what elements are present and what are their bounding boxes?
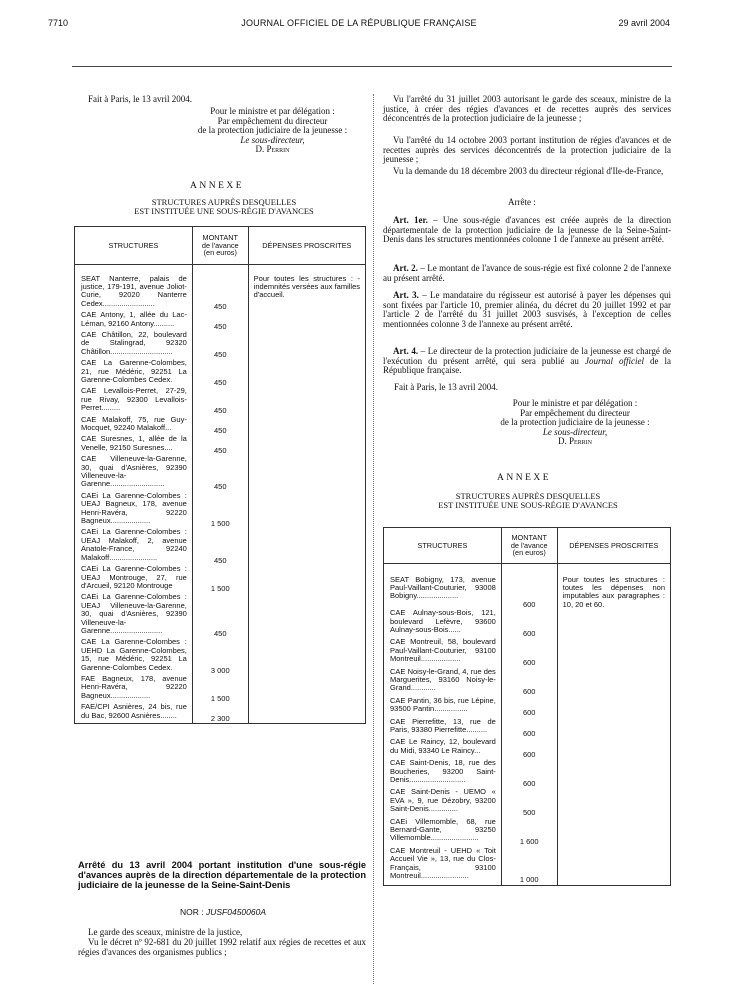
right-vu-2: Vu l'arrêté du 14 octobre 2003 portant institution de régies d'avances et de recettes auprès des services déconcentrés de la protection judiciaire de la jeunesse ; [383, 135, 671, 164]
table-row [75, 638, 366, 675]
right-annex-sub-2: EST INSTITUÉE UNE SOUS-RÉGIE D'AVANCES [438, 500, 618, 510]
header-rule [72, 66, 672, 67]
article-2-text: – Le montant de l'avance de sous-régie est fixé colonne 2 de l'annexe au présent arrêté. [383, 263, 671, 283]
excluded-expenses-cell [557, 609, 670, 638]
structure-cell: FAE Bagneux, 178, avenue Henri-Ravéra, 92220 Bagneux................... [75, 675, 193, 703]
excluded-expenses-cell [248, 311, 365, 331]
structure-cell: CAEi La Garenne-Colombes : UEAJ Villeneuve-la-Garenne, 30, quai d'Asnières, 92390 Villeneuve-la-Garenne......................... [75, 593, 193, 638]
article-2 [383, 264, 671, 283]
left-fait: Fait à Paris, le 13 avril 2004. [88, 94, 192, 104]
left-annex-subtitle [90, 198, 358, 216]
sig-line-3: de la protection judiciaire de la jeunesse : [197, 125, 348, 135]
structure-cell: CAE Malakoff, 75, rue Guy-Mocquet, 92240 Malakoff... [75, 416, 193, 436]
table-row [75, 275, 366, 312]
article-4-text-c: de la République française. [383, 355, 671, 375]
article-3-text: – Le mandataire du régisseur est autorisé à payer les dépenses qui sont fixées par l'article 10, premier alinéa, du décret du 20 juillet 1992 et par l'article 2 de l'arrêté du 31 juillet 2003 susvisés, à l'exception de celles mentionnées colonne 3 de l'annexe au présent arrêté. [383, 290, 671, 329]
excluded-expenses-cell [557, 759, 670, 788]
table-row [384, 668, 671, 697]
amount-cell: 1 500 [192, 565, 248, 593]
right-signature [475, 399, 675, 447]
table-row [75, 675, 366, 703]
excluded-expenses-cell [248, 638, 365, 675]
excluded-expenses-cell [248, 492, 365, 529]
excluded-expenses-cell [557, 668, 670, 697]
th-montant-3: (en euros) [203, 248, 237, 258]
th-montant [192, 227, 248, 265]
structure-cell: CAE Levallois-Perret, 27-29, rue Rivay, 92300 Levallois-Perret......... [75, 387, 193, 415]
right-annex-subtitle [393, 492, 663, 510]
sig-line-2: Par empêchement du directeur [217, 115, 328, 126]
nor-label: NOR : [180, 907, 204, 917]
page-header [48, 18, 670, 32]
table-row [75, 331, 366, 359]
structure-cell: CAE Pierrefitte, 13, rue de Paris, 93380 Pierrefitte.......... [384, 718, 502, 739]
amount-cell: 450 [192, 331, 248, 359]
amount-cell: 2 300 [192, 703, 248, 723]
page-number: 7710 [48, 18, 69, 28]
sig-line-1: Pour le ministre et par délégation : [210, 106, 335, 116]
article-4-text-a: – Le directeur de la protection judiciaire de la jeunesse est chargé de l'exécution du présent arrêté, qui sera publié au [383, 346, 671, 366]
structure-cell: SEAT Nanterre, palais de justice, 179-191, avenue Joliot-Curie, 92020 Nanterre Cedex......................... [75, 275, 193, 312]
structure-cell: CAEi La Garenne-Colombes : UEAJ Malakoff, 2, avenue Anatole-France, 92240 Malakoff....................... [75, 528, 193, 565]
excluded-expenses-cell [557, 738, 670, 759]
structure-cell: CAE La Garenne-Colombes, 21, rue Médéric, 92251 La Garenne-Colombes Cedex. [75, 359, 193, 387]
right-vu-3: Vu la demande du 18 décembre 2003 du directeur régional d'Ile-de-France, [393, 166, 664, 176]
th-montant-2: de l'avance [201, 240, 239, 250]
amount-cell: 450 [192, 359, 248, 387]
th-montant-r-2: de l'avance [510, 540, 548, 550]
structure-cell: CAE La Garenne-Colombes : UEHD La Garenne-Colombes, 15, rue Médéric, 92251 La Garenne-Colombes Cedex. [75, 638, 193, 675]
th-montant-r-1: MONTANT [511, 533, 547, 543]
left-signature [180, 107, 365, 155]
table-row [75, 492, 366, 529]
right-arrete: Arrête : [508, 197, 536, 207]
table-row [384, 609, 671, 638]
excluded-expenses-cell [248, 387, 365, 415]
right-annex-title: ANNEXE [497, 473, 552, 483]
r-sig-line-5: D. Perrin [557, 436, 592, 446]
amount-cell: 600 [501, 759, 557, 788]
issue-date: 29 avril 2004 [618, 18, 670, 28]
th-montant-r-3: (en euros) [512, 548, 546, 558]
excluded-expenses-cell [248, 703, 365, 723]
structure-cell: CAE Pantin, 36 bis, rue Lépine, 93500 Pantin................ [384, 697, 502, 718]
left-para-1: Le garde des sceaux, ministre de la justice, [88, 927, 243, 937]
article-3-label: Art. 3. [393, 290, 419, 300]
structure-cell: CAE Saint-Denis, 18, rue des Boucheries, 93200 Saint-Denis........................... [384, 759, 502, 788]
table-row [384, 738, 671, 759]
excluded-expenses-cell [248, 435, 365, 455]
nor-reference [180, 907, 266, 917]
excluded-expenses-cell: Pour toutes les structures : toutes les dépenses non imputables aux paragraphes : 10, 20 et 60. [557, 576, 670, 610]
th-structures-r: STRUCTURES [384, 528, 502, 564]
amount-cell: 450 [192, 311, 248, 331]
excluded-expenses-cell [557, 847, 670, 885]
article-1-label: Art. 1er. [393, 215, 428, 225]
excluded-expenses-cell [557, 818, 670, 847]
amount-cell: 600 [501, 668, 557, 697]
sig-line-5: D. Perrin [255, 144, 290, 154]
structure-cell: CAEi Villemomble, 68, rue Bernard-Gante, 93250 Villemomble....................... [384, 818, 502, 847]
amount-cell: 1 600 [501, 818, 557, 847]
amount-cell: 450 [192, 455, 248, 492]
amount-cell: 1 500 [192, 675, 248, 703]
excluded-expenses-cell [557, 638, 670, 667]
excluded-expenses-cell [557, 718, 670, 739]
structure-cell: CAE Châtillon, 22, boulevard de Stalingrad, 92320 Châtillon.............................. [75, 331, 193, 359]
journal-title: JOURNAL OFFICIEL DE LA RÉPUBLIQUE FRANÇAISE [241, 18, 477, 28]
article-4-label: Art. 4. [393, 346, 419, 356]
table-row [75, 435, 366, 455]
structure-cell: CAE Villeneuve-la-Garenne, 30, quai d'Asnières, 92390 Villeneuve-la-Garenne.......................... [75, 455, 193, 492]
article-1-text: – Une sous-régie d'avances est créée auprès de la direction départementale de la protection judiciaire de la jeunesse de la Seine-Saint-Denis dans les structures mentionnées colonne 1 de l'annexe au présent arrêté. [383, 215, 672, 244]
amount-cell: 600 [501, 638, 557, 667]
amount-cell: 450 [192, 275, 248, 312]
nor-value: JUSF0450060A [206, 907, 267, 917]
table-row [384, 638, 671, 667]
left-annex-title: ANNEXE [190, 181, 245, 191]
right-vu-1: Vu l'arrêté du 31 juillet 2003 autorisant le garde des sceaux, ministre de la justice, à créer des régies d'avances et de recettes auprès des services déconcentrés de la protection judiciaire de la jeunesse ; [383, 94, 671, 123]
article-4-text-b: Journal officiel [584, 355, 644, 366]
structure-cell: CAEi La Garenne-Colombes : UEAJ Bagneux, 178, avenue Henri-Ravéra, 92220 Bagneux................... [75, 492, 193, 529]
excluded-expenses-cell [248, 359, 365, 387]
excluded-expenses-cell [248, 593, 365, 638]
amount-cell: 1 000 [501, 847, 557, 885]
column-divider [373, 94, 374, 984]
th-depenses: DÉPENSES PROSCRITES [248, 227, 365, 265]
structure-cell: CAE Le Raincy, 12, boulevard du Midi, 93340 Le Raincy... [384, 738, 502, 759]
amount-cell: 450 [192, 593, 248, 638]
table-row [75, 455, 366, 492]
table-row [75, 311, 366, 331]
excluded-expenses-cell [248, 455, 365, 492]
right-fait: Fait à Paris, le 13 avril 2004. [394, 382, 498, 392]
table-row [384, 576, 671, 610]
r-sig-line-4: Le sous-directeur, [542, 426, 608, 437]
amount-cell: 450 [192, 528, 248, 565]
table-row [75, 359, 366, 387]
article-1 [383, 216, 671, 245]
structure-cell: CAEi La Garenne-Colombes : UEAJ Montrouge, 27, rue d'Arcueil, 92120 Montrouge [75, 565, 193, 593]
r-sig-line-3: de la protection judiciaire de la jeunesse : [500, 417, 650, 427]
amount-cell: 450 [192, 387, 248, 415]
left-para-2: Vu le décret nº 92-681 du 20 juillet 1992 relatif aux régies de recettes et aux régies d'avances des organismes publics ; [78, 937, 366, 957]
amount-cell: 450 [192, 416, 248, 436]
article-3 [383, 291, 671, 329]
sig-line-4: Le sous-directeur, [240, 134, 305, 145]
amount-cell: 450 [192, 435, 248, 455]
th-depenses-r: DÉPENSES PROSCRITES [557, 528, 670, 564]
amount-cell: 600 [501, 718, 557, 739]
article-2-label: Art. 2. [393, 263, 418, 273]
structure-cell: CAE Antony, 1, allée du Lac-Léman, 92160 Antony.......... [75, 311, 193, 331]
th-montant-r [501, 528, 557, 564]
excluded-expenses-cell: Pour toutes les structures : - indemnités versées aux familles d'accueil. [248, 275, 365, 312]
table-row [75, 528, 366, 565]
article-4 [383, 347, 671, 376]
table-row [384, 818, 671, 847]
amount-cell: 600 [501, 738, 557, 759]
excluded-expenses-cell [248, 416, 365, 436]
excluded-expenses-cell [248, 675, 365, 703]
structure-cell: CAE Aulnay-sous-Bois, 121, boulevard Lefèvre, 93600 Aulnay-sous-Bois...... [384, 609, 502, 638]
structure-cell: CAE Montreuil - UEHD « Toit Accueil Vie », 13, rue du Clos-Français, 93100 Montreuil....................... [384, 847, 502, 885]
right-annex-table [383, 527, 671, 886]
amount-cell: 3 000 [192, 638, 248, 675]
amount-cell: 600 [501, 697, 557, 718]
structure-cell: CAE Suresnes, 1, allée de la Venelle, 92150 Suresnes.... [75, 435, 193, 455]
table-row [75, 416, 366, 436]
r-sig-line-2: Par empêchement du directeur [520, 407, 630, 418]
excluded-expenses-cell [248, 528, 365, 565]
structure-cell: CAE Saint-Denis - UEMO « EVA », 9, rue Dézobry, 93200 Saint-Denis.............. [384, 788, 502, 817]
structure-cell: SEAT Bobigny, 173, avenue Paul-Vaillant-Couturier, 93008 Bobigny.................... [384, 576, 502, 610]
amount-cell: 1 500 [192, 492, 248, 529]
r-sig-line-1: Pour le ministre et par délégation : [512, 398, 638, 408]
arrete-title: Arrêté du 13 avril 2004 portant institution d'une sous-régie d'avances auprès de la direction départementale de la protection judiciaire de la jeunesse de la Seine-Saint-Denis [78, 860, 366, 890]
excluded-expenses-cell [557, 788, 670, 817]
excluded-expenses-cell [557, 697, 670, 718]
th-structures: STRUCTURES [75, 227, 193, 265]
amount-cell: 600 [501, 609, 557, 638]
left-annex-sub-2: EST INSTITUÉE UNE SOUS-RÉGIE D'AVANCES [134, 206, 314, 216]
structure-cell: FAE/CPI Asnières, 24 bis, rue du Bac, 92600 Asnières........ [75, 703, 193, 723]
excluded-expenses-cell [248, 331, 365, 359]
structure-cell: CAE Montreuil, 58, boulevard Paul-Vaillant-Couturier, 93100 Montreuil................... [384, 638, 502, 667]
table-row [75, 593, 366, 638]
right-annex-sub-1: STRUCTURES AUPRÈS DESQUELLES [455, 491, 601, 501]
amount-cell: 500 [501, 788, 557, 817]
left-annex-sub-1: STRUCTURES AUPRÈS DESQUELLES [151, 197, 297, 207]
table-row [75, 703, 366, 723]
table-row [384, 788, 671, 817]
structure-cell: CAE Noisy-le-Grand, 4, rue des Marguerites, 93160 Noisy-le-Grand............ [384, 668, 502, 697]
table-row [384, 697, 671, 718]
table-row [384, 847, 671, 885]
amount-cell: 600 [501, 576, 557, 610]
excluded-expenses-cell [248, 565, 365, 593]
table-row [75, 387, 366, 415]
table-row [384, 718, 671, 739]
left-annex-table [74, 226, 366, 724]
th-montant-1: MONTANT [202, 233, 239, 243]
table-row [384, 759, 671, 788]
table-row [75, 565, 366, 593]
